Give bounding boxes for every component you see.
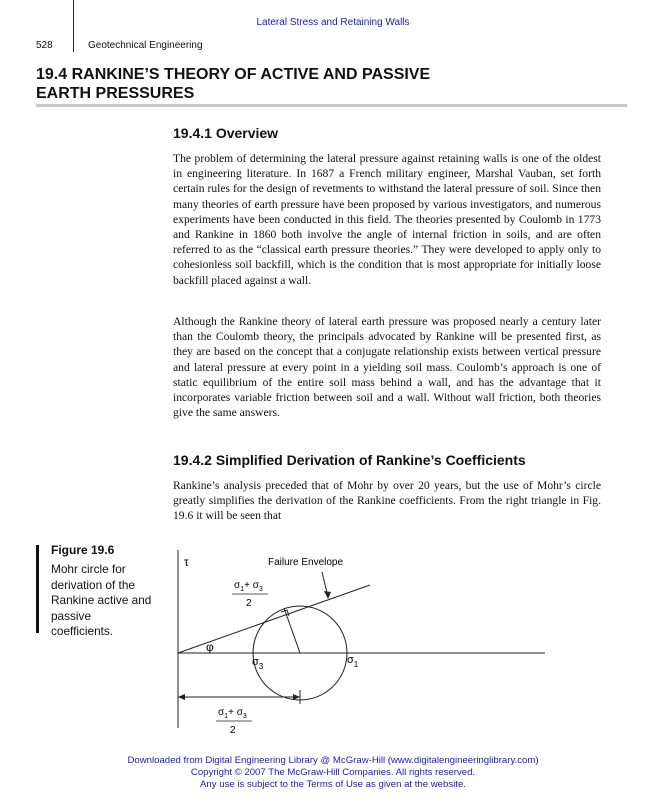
footer-line-3: Any use is subject to the Terms of Use as given at the website. (200, 779, 466, 790)
footer-line-2: Copyright © 2007 The McGraw-Hill Companies. All rights reserved. (190, 767, 476, 778)
paragraph-overview-1: The problem of determining the lateral pressure against retaining walls is one of the oldest in engineering literature. In 1687 a French military engineer, Marshal Vauban, set forth certain rules for the design of revetments to withstand the lateral pressure of soil. Since then many theories of earth pressure have been proposed by various investigators, and numerous experiments have been conducted in this field. The theories presented by Coulomb in 1773 and Rankine in 1860 both involve the angle of internal friction in soils, and are often referred to as the “classical earth pressure theories.” They were developed to apply only to cohesionless soil backfill, which is the condition that is most appropriate for initially loose backfill placed against a wall. (173, 152, 601, 287)
center-fraction-numerator: $\sigma_1+ \sigma_3$ (218, 707, 247, 720)
envelope-arrowhead (324, 591, 331, 599)
center-dimension-arrow-left (178, 694, 185, 700)
section-title-line-1: 19.4 RANKINE’S THEORY OF ACTIVE AND PASSIVE (36, 66, 431, 83)
phi-label: φ (206, 640, 214, 654)
envelope-label: Failure Envelope (268, 557, 344, 568)
book-title: Geotechnical Engineering (88, 40, 203, 51)
mohr-circle-diagram (160, 540, 560, 740)
running-head: Lateral Stress and Retaining Walls (256, 17, 410, 28)
figure-caption-bar (36, 545, 39, 633)
tau-label: τ (184, 555, 189, 569)
subsection-heading-overview: 19.4.1 Overview (173, 125, 279, 141)
center-dimension-arrow-right (293, 694, 300, 700)
figure-label: Figure 19.6 (51, 543, 115, 557)
subsection-heading-derivation: 19.4.2 Simplified Derivation of Rankine’s Coefficients (173, 452, 526, 468)
sigma-1-label: $\sigma_1$ (347, 654, 359, 669)
center-fraction-denominator: 2 (230, 725, 236, 736)
footer-line-1: Downloaded from Digital Engineering Library @ McGraw-Hill (www.digitalengineeringlibrary.com) (127, 755, 539, 766)
radius-line (284, 608, 300, 653)
sigma-3-label: $\sigma_3$ (252, 656, 264, 671)
header-divider (73, 0, 74, 52)
radius-fraction-numerator: $\sigma_1+ \sigma_3$ (234, 580, 263, 593)
paragraph-derivation: Rankine’s analysis preceded that of Mohr by over 20 years, but the use of Mohr’s circle greatly simplifies the derivation of the Rankine coefficients. From the right triangle in Fig. 19.6 it will be seen that (173, 479, 601, 523)
section-rule (36, 104, 627, 107)
radius-fraction-denominator: 2 (246, 598, 252, 609)
section-title-line-2: EARTH PRESSURES (36, 85, 195, 102)
paragraph-overview-2: Although the Rankine theory of lateral earth pressure was proposed nearly a century later than the Coulomb theory, the principals advocated by Rankine will be presented first, as they are based on the concept that a conjugate relationship exists between vertical pressure and lateral pressure at every point in a yielding soil mass. Coulomb’s approach is one of static equilibrium of the entire soil mass behind a wall, and has the advantage that it incorporates variable friction between soil and a wall. Without wall friction, both theories give the same answers. (173, 315, 601, 420)
section-title (36, 65, 626, 103)
page-number: 528 (36, 40, 53, 51)
figure-caption: Mohr circle for derivation of the Rankine active and passive coefficients. (51, 562, 152, 638)
